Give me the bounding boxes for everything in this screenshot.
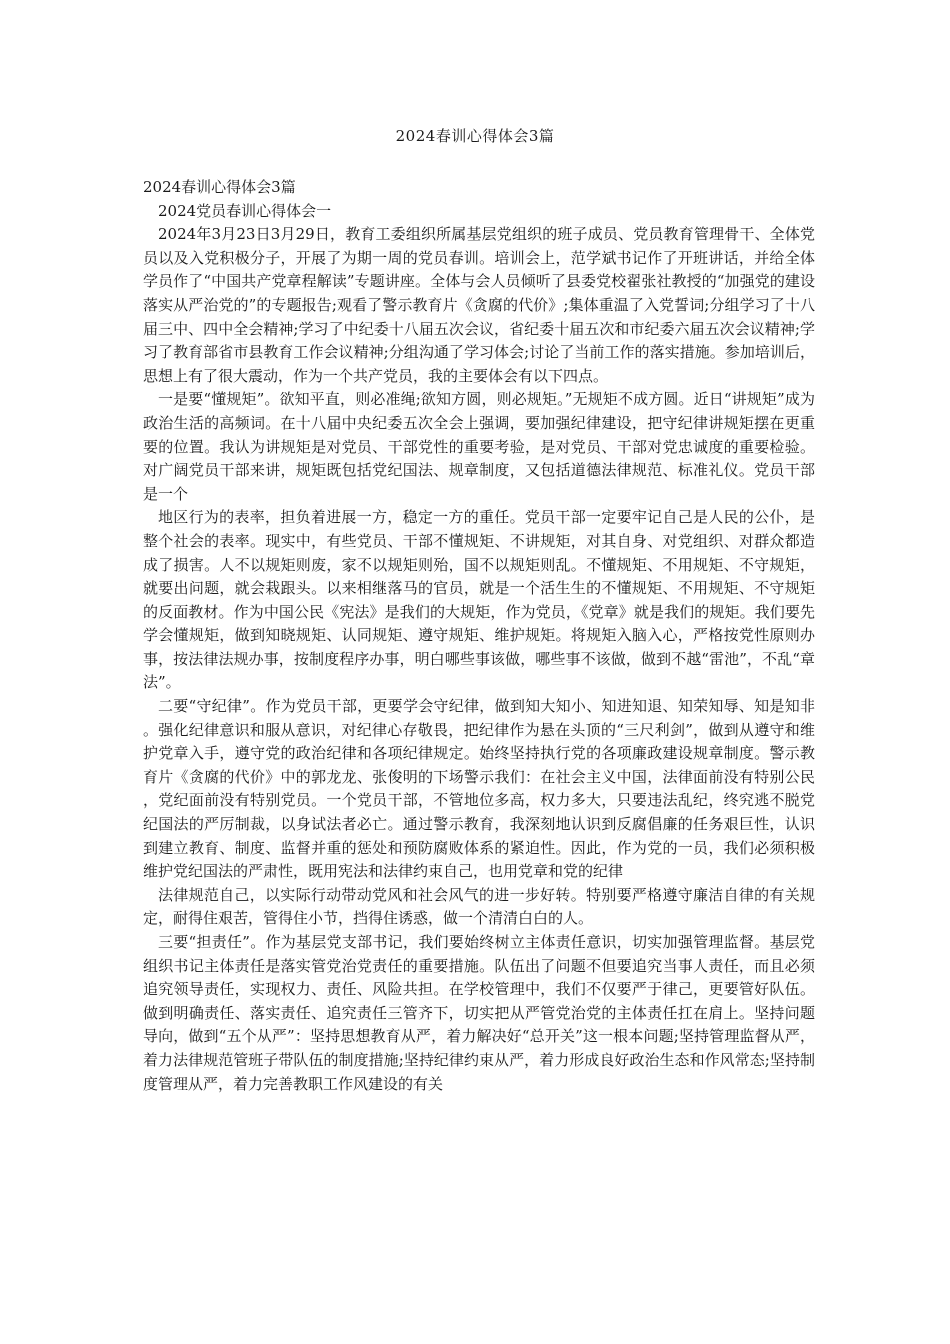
paragraph-rules: 一是要“懂规矩”。欲知平直，则必准绳;欲知方圆，则必规矩。”无规矩不成方圆。近日“讲规矩”成为政治生活的高频词。在十八届中央纪委五次全会上强调，要加强纪律建设，把守纪律讲规矩摆在更重要的位置。我认为讲规矩是对党员、干部党性的重要考验，是对党员、干部对党忠诚度的重要检验。对广阔党员干部来讲，规矩既包括党纪国法、规章制度，又包括道德法律规范、标准礼仪。党员干部是一个 — [143, 390, 815, 503]
paragraph-discipline: 二要“守纪律”。作为党员干部，更要学会守纪律，做到知大知小、知进知退、知荣知辱、知是知非。强化纪律意识和服从意识，对纪律心存敬畏，把纪律作为悬在头顶的“三尺利剑”，做到从遵守和维护党章入手，遵守党的政治纪律和各项纪律规定。始终坚持执行党的各项廉政建设规章制度。警示教育片《贪腐的代价》中的郭龙龙、张俊明的下场警示我们：在社会主义中国，法律面前没有特别公民，党纪面前没有特别党员。一个党员干部，不管地位多高，权力多大，只要违法乱纪，终究逃不脱党纪国法的严厉制裁，以身试法者必亡。通过警示教育，我深刻地认识到反腐倡廉的任务艰巨性，认识到建立教育、制度、监督并重的惩处和预防腐败体系的紧迫性。因此，作为党的一员，我们必须积极维护党纪国法的严肃性，既用宪法和法律约束自己，也用党章和党的纪律 — [143, 697, 815, 881]
paragraph-rules-continued: 地区行为的表率，担负着进展一方，稳定一方的重任。党员干部一定要牢记自己是人民的公仆，是整个社会的表率。现实中，有些党员、干部不懂规矩、不讲规矩，对其自身、对党组织、对群众都造成了损害。人不以规矩则废，家不以规矩则殆，国不以规矩则乱。不懂规矩、不用规矩、不守规矩，就要出问题，就会栽跟头。以来相继落马的官员，就是一个活生生的不懂规矩、不用规矩、不守规矩的反面教材。作为中国公民《宪法》是我们的大规矩，作为党员，《党章》就是我们的规矩。我们要先学会懂规矩，做到知晓规矩、认同规矩、遵守规矩、维护规矩。将规矩入脑入心，严格按党性原则办事，按法律法规办事，按制度程序办事，明白哪些事该做，哪些事不该做，做到不越“雷池”，不乱“章法”。 — [143, 508, 815, 692]
document-heading: 2024春训心得体会3篇 — [143, 178, 296, 196]
paragraph-responsibility: 三要“担责任”。作为基层党支部书记，我们要始终树立主体责任意识，切实加强管理监督。基层党组织书记主体责任是落实管党治党责任的重要措施。队伍出了问题不但要追究当事人责任，而且必须追究领导责任，实现权力、责任、风险共担。在学校管理中，我们不仅要严于律己，更要管好队伍。做到明确责任、落实责任、追究责任三管齐下，切实把从严管党治党的主体责任扛在肩上。坚持问题导向，做到“五个从严”：坚持思想教育从严，着力解决好“总开关”这一根本问题;坚持管理监督从严，着力法律规范管班子带队伍的制度措施;坚持纪律约束从严，着力形成良好政治生态和作风常态;坚持制度管理从严，着力完善教职工作风建设的有关 — [143, 933, 815, 1093]
document-body — [143, 176, 815, 1096]
document-title: 2024春训心得体会3篇 — [395, 127, 555, 145]
paragraph-discipline-continued: 法律规范自己，以实际行动带动党风和社会风气的进一步好转。特别要严格遵守廉洁自律的有关规定，耐得住艰苦，管得住小节，挡得住诱惑，做一个清清白白的人。 — [143, 885, 815, 928]
paragraph-intro: 2024年3月23日3月29日，教育工委组织所属基层党组织的班子成员、党员教育管理骨干、全体党员以及入党积极分子，开展了为期一周的党员春训。培训会上，范学斌书记作了开班讲话，并给全体学员作了“中国共产党章程解读”专题讲座。全体与会人员倾听了县委党校翟张社教授的“加强党的建设落实从严治党的”的专题报告;观看了警示教育片《贪腐的代价》;集体重温了入党誓词;分组学习了十八届三中、四中全会精神;学习了中纪委十八届五次会议，省纪委十届五次和市纪委六届五次会议精神;学习了教育部省市县教育工作会议精神;分组沟通了学习体会;讨论了当前工作的落实措施。参加培训后，思想上有了很大震动，作为一个共产党员，我的主要体会有以下四点。 — [143, 225, 815, 385]
document-subheading: 2024党员春训心得体会一 — [158, 201, 332, 220]
